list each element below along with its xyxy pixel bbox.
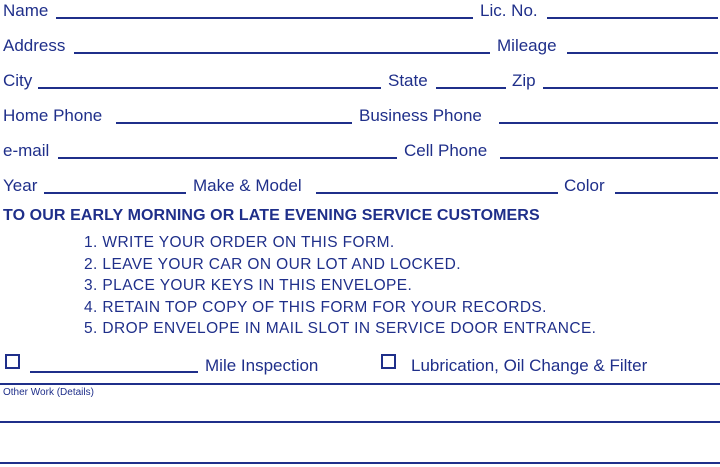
lubrication-label: Lubrication, Oil Change & Filter bbox=[411, 356, 648, 375]
mile-inspection-miles-field[interactable] bbox=[30, 371, 198, 373]
name-label: Name bbox=[3, 1, 49, 20]
instruction-item: 3. PLACE YOUR KEYS IN THIS ENVELOPE. bbox=[84, 277, 413, 294]
state-label: State bbox=[388, 71, 428, 90]
lic-no-label: Lic. No. bbox=[480, 1, 538, 20]
home-phone-field[interactable] bbox=[116, 122, 352, 124]
notice-heading: TO OUR EARLY MORNING OR LATE EVENING SERVICE CUSTOMERS bbox=[3, 207, 540, 224]
instruction-item: 2. LEAVE YOUR CAR ON OUR LOT AND LOCKED. bbox=[84, 255, 461, 273]
instruction-item: 4. RETAIN TOP COPY OF THIS FORM FOR YOUR RECORDS. bbox=[84, 298, 547, 316]
business-phone-field[interactable] bbox=[499, 122, 718, 124]
business-phone-label: Business Phone bbox=[359, 106, 482, 125]
instructions-list bbox=[84, 232, 596, 340]
home-phone-label: Home Phone bbox=[3, 106, 103, 125]
other-work-line-1[interactable] bbox=[0, 421, 720, 423]
address-field[interactable] bbox=[74, 52, 490, 54]
phone-row bbox=[0, 105, 720, 129]
instruction-item: 5. DROP ENVELOPE IN MAIL SLOT IN SERVICE DOOR ENTRANCE. bbox=[84, 320, 597, 337]
zip-field[interactable] bbox=[543, 87, 718, 89]
other-work-divider bbox=[0, 383, 720, 385]
mileage-field[interactable] bbox=[567, 52, 718, 54]
color-label: Color bbox=[564, 176, 605, 195]
other-work-label: Other Work (Details) bbox=[3, 387, 94, 398]
color-field[interactable] bbox=[615, 192, 718, 194]
cell-phone-label: Cell Phone bbox=[404, 141, 488, 160]
zip-label: Zip bbox=[512, 71, 536, 90]
state-field[interactable] bbox=[436, 87, 506, 89]
year-field[interactable] bbox=[44, 192, 186, 194]
vehicle-row bbox=[0, 175, 720, 199]
email-field[interactable] bbox=[58, 157, 397, 159]
mile-inspection-label: Mile Inspection bbox=[205, 356, 319, 375]
name-field[interactable] bbox=[56, 17, 473, 19]
make-model-label: Make & Model bbox=[193, 176, 302, 195]
city-row bbox=[0, 70, 720, 94]
year-label: Year bbox=[3, 176, 38, 195]
email-row bbox=[0, 140, 720, 164]
instruction-item: 1. WRITE YOUR ORDER ON THIS FORM. bbox=[84, 234, 395, 251]
city-label: City bbox=[3, 71, 33, 90]
address-label: Address bbox=[3, 36, 66, 55]
email-label: e-mail bbox=[3, 141, 50, 160]
lic-no-field[interactable] bbox=[547, 17, 718, 19]
make-model-field[interactable] bbox=[316, 192, 558, 194]
city-field[interactable] bbox=[38, 87, 381, 89]
other-work-line-2[interactable] bbox=[0, 462, 720, 464]
mile-inspection-checkbox[interactable] bbox=[5, 354, 20, 369]
mileage-label: Mileage bbox=[497, 36, 557, 55]
name-row bbox=[0, 0, 720, 24]
cell-phone-field[interactable] bbox=[500, 157, 718, 159]
address-row bbox=[0, 35, 720, 59]
lubrication-checkbox[interactable] bbox=[381, 354, 396, 369]
